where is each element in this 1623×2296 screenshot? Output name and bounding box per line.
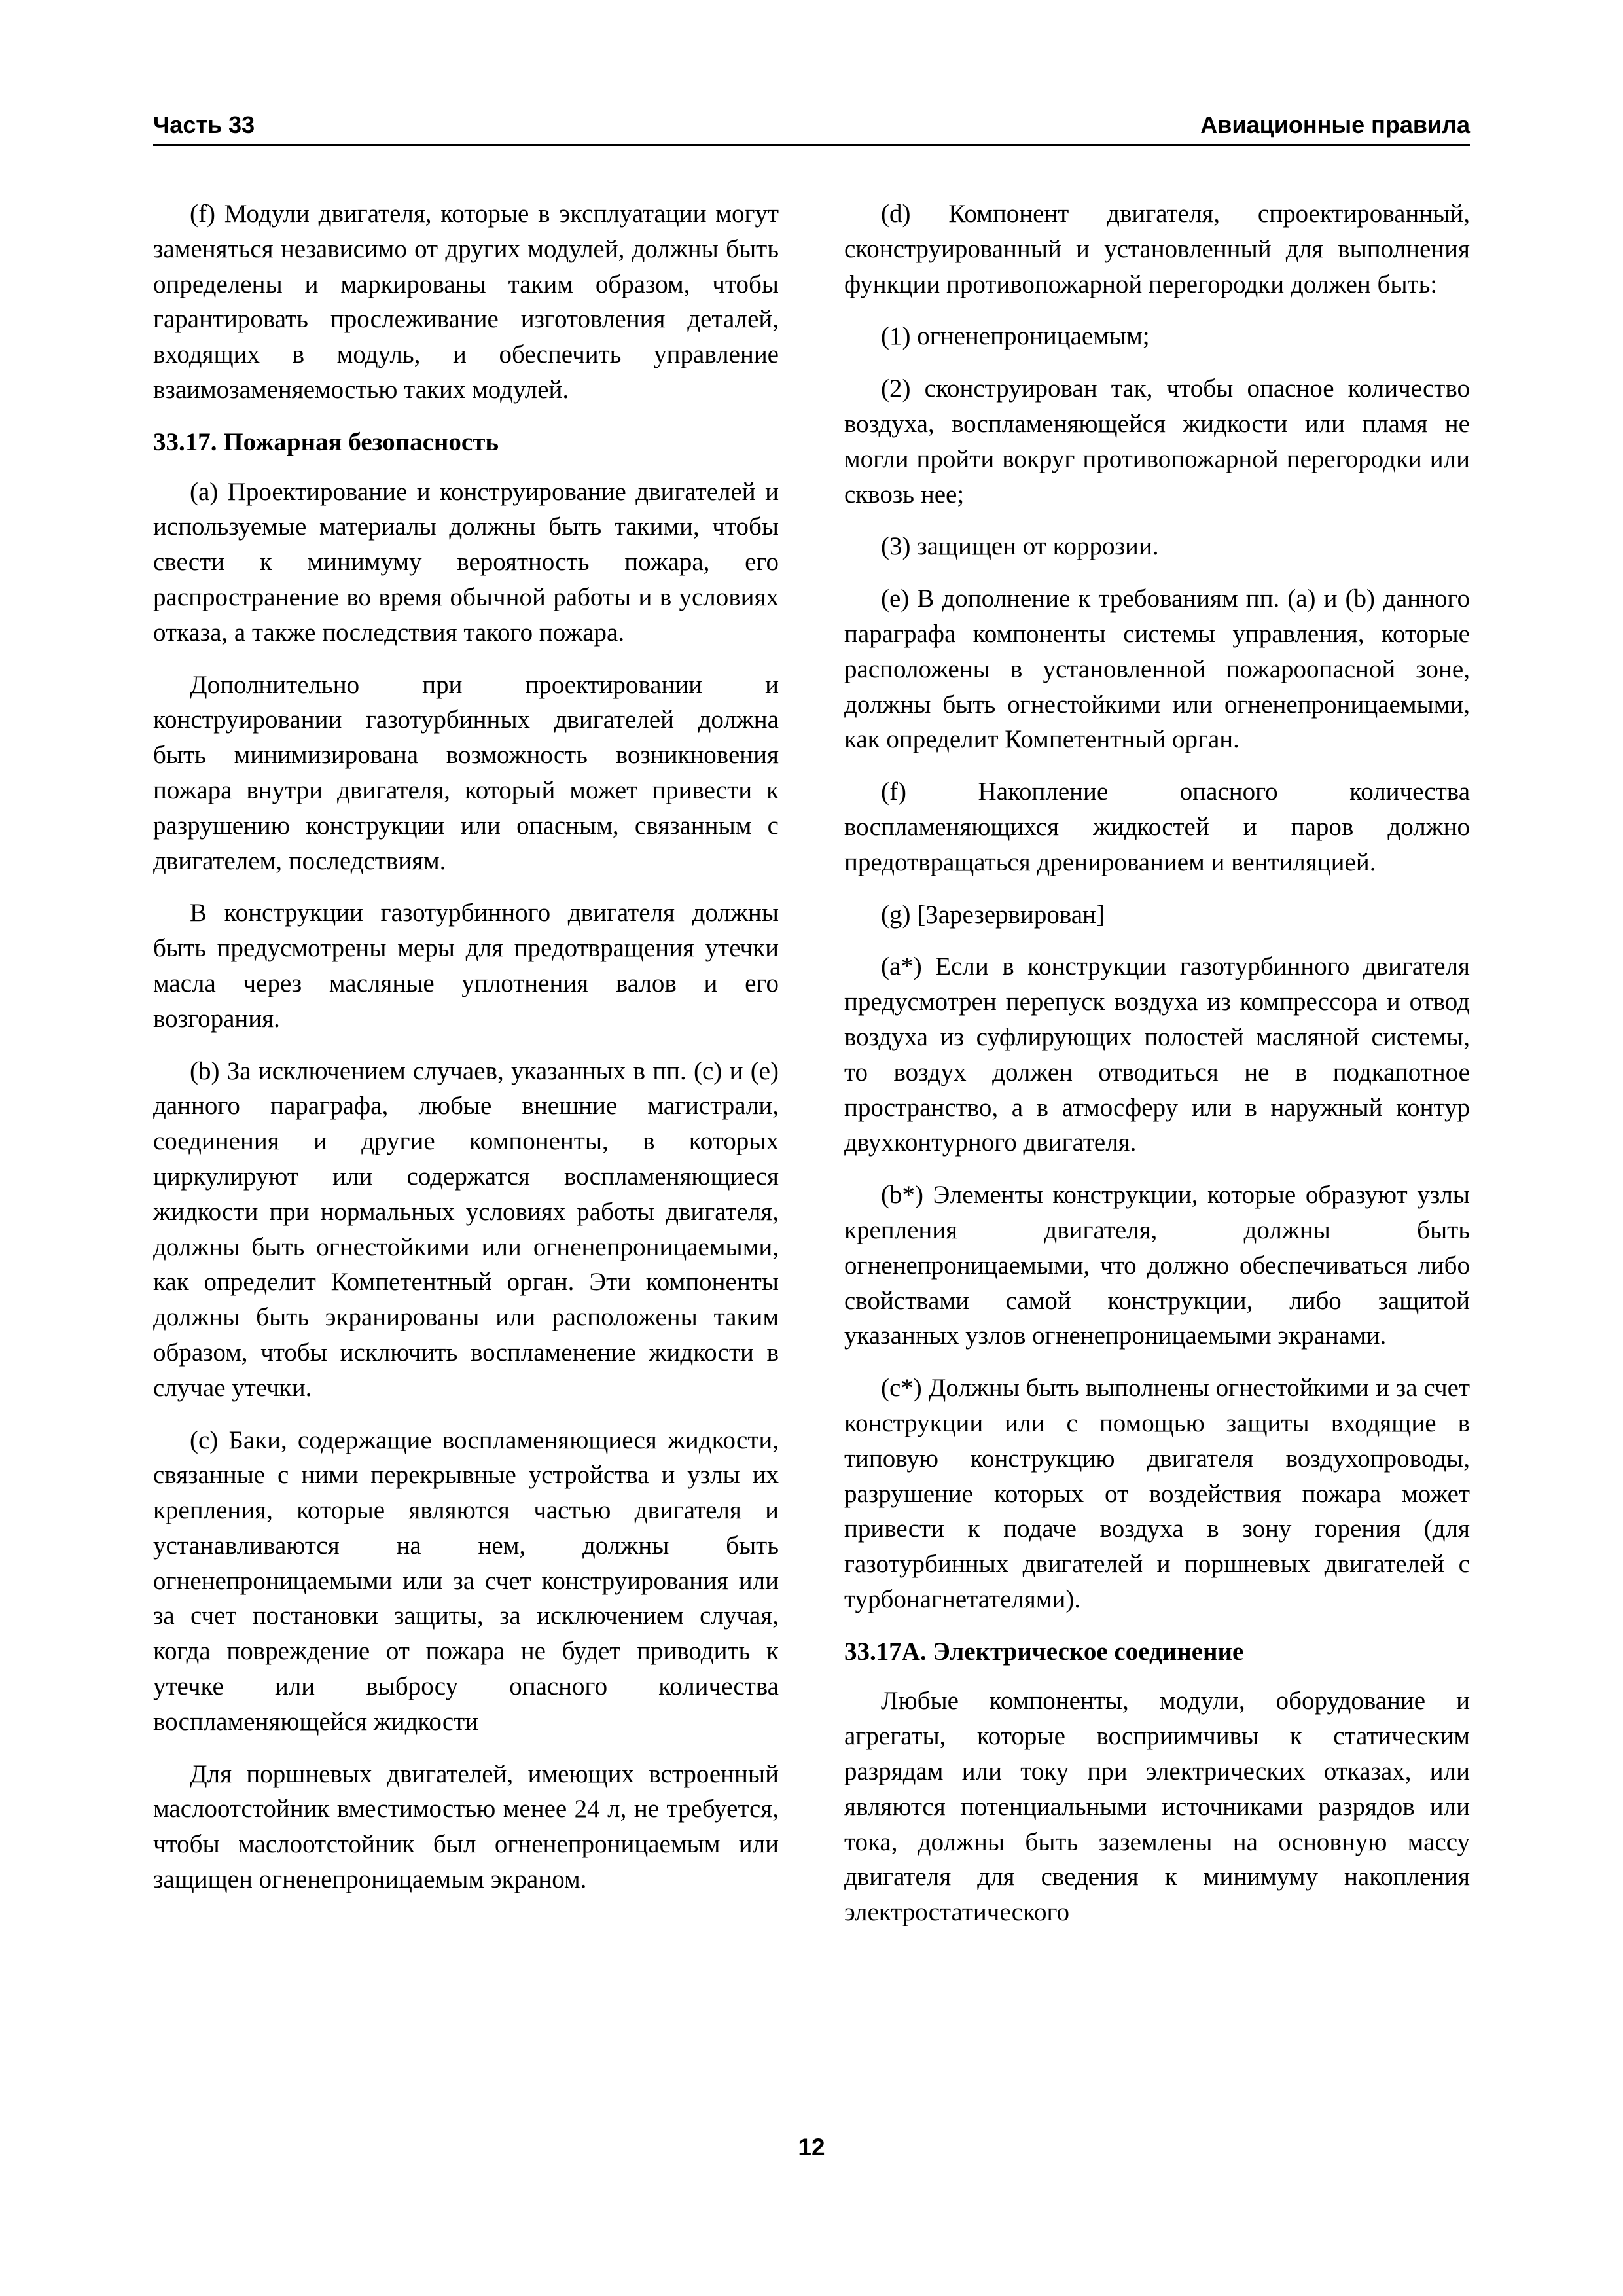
paragraph: (c) Баки, содержащие воспламеняющиеся жидкости, связанные с ними перекрывные устройства и узлы их крепления, которые являются частью двигателя и устанавливаются на нем, должны быть огненепроницаемыми или за счет конструирования или за счет постановки защиты, за исключением случая, когда повреждение от пожара не будет приводить к утечке или выбросу опасного количества воспламеняющейся жидкости (153, 1426, 779, 1736)
paragraph: (1) огненепроницаемым; (881, 322, 1150, 351)
paragraph: Для поршневых двигателей, имеющих встроенный маслоотстойник вместимостью менее 24 л, не требуется, чтобы маслоотстойник был огненепроницаемым или защищен огненепроницаемым экраном. (153, 1759, 779, 1894)
paragraph: (f) Накопление опасного количества воспламеняющихся жидкостей и паров должно предотвращаться дренированием и вентиляцией. (844, 778, 1470, 876)
right-column (844, 196, 1470, 1947)
section-heading: 33.17А. Электрическое соединение (844, 1637, 1244, 1666)
paragraph: Дополнительно при проектировании и конструировании газотурбинных двигателей должна быть минимизирована возможность возникновения пожара внутри двигателя, который может привести к разрушению конструкции или опасным, связанным с двигателем, последствиям. (153, 670, 779, 875)
paragraph: Любые компоненты, модули, оборудование и агрегаты, которые восприимчивы к статическим разрядам или току при электрических отказах, или являются потенциальными источниками разрядов или тока, должны быть заземлены на основную массу двигателя для сведения к минимуму накопления электростатического (844, 1687, 1470, 1927)
section-heading: 33.17. Пожарная безопасность (153, 427, 499, 456)
part-label: Часть 33 (153, 111, 255, 138)
paragraph: (3) защищен от коррозии. (881, 532, 1159, 561)
paragraph: (g) [Зарезервирован] (881, 900, 1105, 929)
paragraph: (a*) Если в конструкции газотурбинного двигателя предусмотрен перепуск воздуха из компрессора и отвод воздуха из суфлирующих полостей масляной системы, то воздух должен отводиться не в подкапотное пространство, а в атмосферу или в наружный контур двухконтурного двигателя. (844, 952, 1470, 1157)
paragraph: (b*) Элементы конструкции, которые образуют узлы крепления двигателя, должны быть огненепроницаемыми, что должно обеспечиваться либо свойствами самой конструкции, либо защитой указанных узлов огненепроницаемыми экранами. (844, 1181, 1470, 1350)
left-column (153, 196, 779, 1914)
paragraph: (2) сконструирован так, чтобы опасное количество воздуха, воспламеняющейся жидкости или пламя не могли пройти вокруг противопожарной перегородки или сквозь нее; (844, 374, 1470, 509)
page-number: 12 (798, 2134, 825, 2161)
paragraph: (b) За исключением случаев, указанных в пп. (c) и (e) данного параграфа, любые внешние магистрали, соединения и другие компоненты, в которых циркулируют или содержатся воспламеняющиеся жидкости при нормальных условиях работы двигателя, должны быть огнестойкими или огненепроницаемыми, как определит Компетентный орган. Эти компоненты должны быть экранированы или расположены таким образом, чтобы исключить воспламенение жидкости в случае утечки. (153, 1056, 779, 1402)
paragraph: (f) Модули двигателя, которые в эксплуатации могут заменяться независимо от других модулей, должны быть определены и маркированы таким образом, чтобы гарантировать прослеживание изготовления деталей, входящих в модуль, и обеспечить управление взаимозаменяемостью таких модулей. (153, 200, 779, 404)
paragraph: В конструкции газотурбинного двигателя должны быть предусмотрены меры для предотвращения утечки масла через масляные уплотнения валов и его возгорания. (153, 899, 779, 1033)
page-header (153, 105, 1470, 146)
document-title: Авиационные правила (1200, 111, 1470, 138)
paragraph: (e) В дополнение к требованиям пп. (a) и (b) данного параграфа компоненты системы управления, которые расположены в установленной пожароопасной зоне, должны быть огнестойкими или огненепроницаемыми, как определит Компетентный орган. (844, 584, 1470, 754)
paragraph: (c*) Должны быть выполнены огнестойкими и за счет конструкции или с помощью защиты входящие в типовую конструкцию двигателя воздухопроводы, разрушение которых от воздействия пожара может привести к подаче воздуха в зону горения (для газотурбинных двигателей и поршневых двигателей с турбонагнетателями). (844, 1374, 1470, 1613)
paragraph: (a) Проектирование и конструирование двигателей и используемые материалы должны быть такими, чтобы свести к минимуму вероятность пожара, его распространение во время обычной работы и в условиях отказа, а также последствия такого пожара. (153, 477, 779, 647)
paragraph: (d) Компонент двигателя, спроектированный, сконструированный и установленный для выполнения функции противопожарной перегородки должен быть: (844, 200, 1470, 298)
